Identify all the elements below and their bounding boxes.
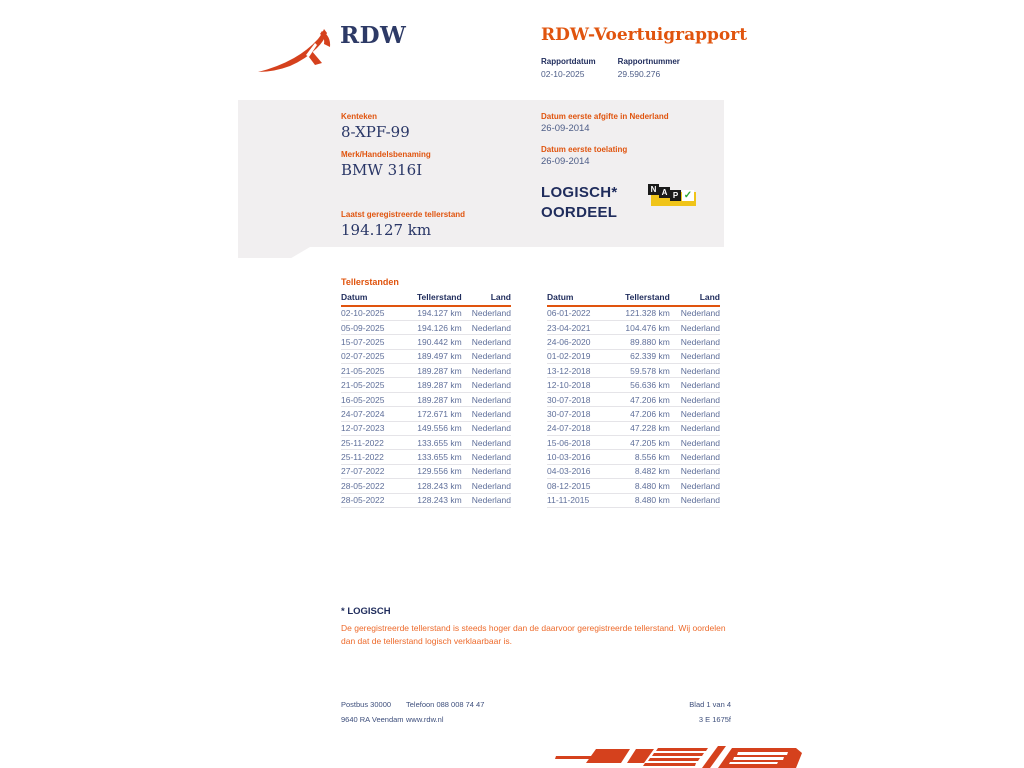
col-header-datum: Datum [547, 291, 611, 306]
oordeel-badge [541, 183, 618, 223]
col-header-tellerstand: Tellerstand [404, 291, 462, 306]
row-tellerstand: 128.243 km [404, 479, 462, 493]
row-tellerstand: 189.287 km [404, 392, 462, 406]
table-row [341, 335, 511, 349]
col-header-datum: Datum [341, 291, 404, 306]
report-meta [541, 57, 680, 79]
row-land: Nederland [670, 378, 720, 392]
merk-label: Merk/Handelsbenaming [341, 150, 431, 159]
row-land: Nederland [670, 392, 720, 406]
row-tellerstand: 47.205 km [611, 436, 670, 450]
merk-value: BMW 316I [341, 161, 423, 179]
row-tellerstand: 8.480 km [611, 479, 670, 493]
afgifte-label: Datum eerste afgifte in Nederland [541, 112, 669, 121]
table-row [341, 479, 511, 493]
row-datum: 21-05-2025 [341, 378, 404, 392]
row-datum: 27-07-2022 [341, 464, 404, 478]
afgifte-value: 26-09-2014 [541, 123, 590, 134]
footer-address-line1: Postbus 30000 [341, 700, 392, 709]
table-row [341, 364, 511, 378]
row-datum: 15-06-2018 [547, 436, 611, 450]
nap-checkmark-icon: ✓ [683, 190, 693, 201]
row-tellerstand: 194.126 km [404, 320, 462, 334]
row-tellerstand: 129.556 km [404, 464, 462, 478]
table-row [547, 421, 720, 435]
row-datum: 24-06-2020 [547, 335, 611, 349]
table-row [547, 493, 720, 507]
row-tellerstand: 133.655 km [404, 436, 462, 450]
row-land: Nederland [462, 392, 511, 406]
footer-page-indicator: Blad 1 van 4 [689, 700, 731, 709]
row-tellerstand: 59.578 km [611, 364, 670, 378]
row-tellerstand: 121.328 km [611, 306, 670, 320]
rdw-logo-text: RDW [340, 22, 407, 49]
vehicle-info-box [238, 100, 724, 247]
row-tellerstand: 62.339 km [611, 349, 670, 363]
row-datum: 15-07-2025 [341, 335, 404, 349]
tellerstand-label: Laatst geregistreerde tellerstand [341, 210, 466, 219]
row-datum: 01-02-2019 [547, 349, 611, 363]
row-datum: 05-09-2025 [341, 320, 404, 334]
toelating-value: 26-09-2014 [541, 156, 590, 167]
table-row [547, 392, 720, 406]
logisch-note [341, 606, 733, 648]
row-land: Nederland [670, 479, 720, 493]
vehicle-info-left-column [341, 112, 531, 248]
row-tellerstand: 172.671 km [404, 407, 462, 421]
table-row [341, 320, 511, 334]
footer-address-line2: 9640 RA Veendam [341, 715, 404, 724]
tellerstand-value: 194.127 km [341, 221, 432, 239]
table-row [341, 306, 511, 320]
row-tellerstand: 133.655 km [404, 450, 462, 464]
row-tellerstand: 194.127 km [404, 306, 462, 320]
row-land: Nederland [462, 464, 511, 478]
row-datum: 28-05-2022 [341, 493, 404, 507]
tellerstanden-table-right [547, 291, 720, 508]
row-datum: 24-07-2018 [547, 421, 611, 435]
table-row [341, 378, 511, 392]
row-land: Nederland [462, 320, 511, 334]
report-date-label: Rapportdatum [541, 57, 596, 66]
row-tellerstand: 8.480 km [611, 493, 670, 507]
toelating-label: Datum eerste toelating [541, 145, 628, 154]
row-tellerstand: 189.497 km [404, 349, 462, 363]
col-header-land: Land [670, 291, 720, 306]
table-row [547, 464, 720, 478]
row-tellerstand: 89.880 km [611, 335, 670, 349]
table-row [341, 349, 511, 363]
table-row [547, 335, 720, 349]
table-row [547, 407, 720, 421]
oordeel-line2: OORDEEL [541, 204, 618, 221]
row-datum: 30-07-2018 [547, 407, 611, 421]
row-tellerstand: 8.482 km [611, 464, 670, 478]
page-title: RDW-Voertuigrapport [541, 25, 748, 45]
row-datum: 25-11-2022 [341, 450, 404, 464]
row-datum: 23-04-2021 [547, 320, 611, 334]
table-row [341, 450, 511, 464]
row-tellerstand: 47.206 km [611, 407, 670, 421]
logisch-note-title: * LOGISCH [341, 606, 391, 617]
table-row [547, 378, 720, 392]
row-datum: 10-03-2016 [547, 450, 611, 464]
tellerstanden-table-left [341, 291, 511, 508]
row-datum: 21-05-2025 [341, 364, 404, 378]
row-datum: 24-07-2024 [341, 407, 404, 421]
row-land: Nederland [670, 364, 720, 378]
row-tellerstand: 189.287 km [404, 378, 462, 392]
row-land: Nederland [670, 320, 720, 334]
row-land: Nederland [670, 335, 720, 349]
table-header-row [547, 291, 720, 306]
tellerstanden-section [341, 277, 721, 508]
row-land: Nederland [670, 421, 720, 435]
row-land: Nederland [462, 349, 511, 363]
nap-letter-n: N [648, 184, 659, 195]
row-land: Nederland [670, 436, 720, 450]
table-row [341, 493, 511, 507]
row-land: Nederland [462, 421, 511, 435]
row-datum: 25-11-2022 [341, 436, 404, 450]
row-land: Nederland [462, 306, 511, 320]
row-land: Nederland [462, 493, 511, 507]
row-land: Nederland [462, 436, 511, 450]
footer-phone: Telefoon 088 008 74 47 [406, 700, 485, 709]
row-tellerstand: 8.556 km [611, 450, 670, 464]
row-land: Nederland [462, 364, 511, 378]
row-land: Nederland [462, 407, 511, 421]
table-row [547, 436, 720, 450]
row-datum: 02-10-2025 [341, 306, 404, 320]
col-header-tellerstand: Tellerstand [611, 291, 670, 306]
table-row [547, 364, 720, 378]
row-land: Nederland [462, 335, 511, 349]
row-land: Nederland [670, 407, 720, 421]
footer-website: www.rdw.nl [406, 715, 444, 724]
table-header-row [341, 291, 511, 306]
table-row [341, 407, 511, 421]
row-datum: 16-05-2025 [341, 392, 404, 406]
row-tellerstand: 47.228 km [611, 421, 670, 435]
nap-logo [648, 184, 698, 210]
row-land: Nederland [462, 479, 511, 493]
nap-letter-p: P [670, 190, 681, 201]
row-datum: 13-12-2018 [547, 364, 611, 378]
row-land: Nederland [462, 378, 511, 392]
row-datum: 30-07-2018 [547, 392, 611, 406]
report-date-field [541, 57, 596, 79]
row-datum: 08-12-2015 [547, 479, 611, 493]
row-land: Nederland [670, 493, 720, 507]
vehicle-info-right-column [541, 112, 721, 178]
table-row [547, 479, 720, 493]
nap-letter-a: A [659, 187, 670, 198]
row-land: Nederland [670, 306, 720, 320]
table-row [341, 436, 511, 450]
row-land: Nederland [670, 450, 720, 464]
vehicle-info-box-tab [238, 247, 310, 258]
row-tellerstand: 104.476 km [611, 320, 670, 334]
report-number-value: 29.590.276 [617, 69, 661, 79]
report-number-field [618, 57, 680, 79]
logisch-note-text: De geregistreerde tellerstand is steeds hoger dan de daarvoor geregistreerde tellerstand. Wij oordelen dan dat de tellerstand logisch verklaarbaar is. [341, 623, 726, 646]
row-datum: 11-11-2015 [547, 493, 611, 507]
row-datum: 12-10-2018 [547, 378, 611, 392]
col-header-land: Land [462, 291, 511, 306]
table-row [341, 392, 511, 406]
table-row [547, 349, 720, 363]
table-row [341, 421, 511, 435]
kenteken-label: Kenteken [341, 112, 378, 121]
row-datum: 28-05-2022 [341, 479, 404, 493]
report-date-value: 02-10-2025 [541, 69, 585, 79]
row-tellerstand: 149.556 km [404, 421, 462, 435]
table-row [547, 306, 720, 320]
row-datum: 02-07-2025 [341, 349, 404, 363]
report-number-label: Rapportnummer [617, 57, 680, 66]
rdw-feather-logo-icon [256, 22, 334, 74]
table-row [547, 320, 720, 334]
footer-form-code: 3 E 1675f [698, 715, 731, 724]
kenteken-value: 8-XPF-99 [341, 123, 410, 141]
row-tellerstand: 190.442 km [404, 335, 462, 349]
row-land: Nederland [670, 349, 720, 363]
row-land: Nederland [670, 464, 720, 478]
table-row [341, 464, 511, 478]
row-land: Nederland [462, 450, 511, 464]
page-footer [341, 700, 731, 730]
row-tellerstand: 128.243 km [404, 493, 462, 507]
oordeel-line1: LOGISCH* [541, 184, 618, 201]
row-datum: 04-03-2016 [547, 464, 611, 478]
row-tellerstand: 56.636 km [611, 378, 670, 392]
row-tellerstand: 47.206 km [611, 392, 670, 406]
row-datum: 06-01-2022 [547, 306, 611, 320]
footer-wing-graphic [550, 744, 804, 768]
table-row [547, 450, 720, 464]
tellerstanden-title: Tellerstanden [341, 277, 399, 287]
row-datum: 12-07-2023 [341, 421, 404, 435]
row-tellerstand: 189.287 km [404, 364, 462, 378]
